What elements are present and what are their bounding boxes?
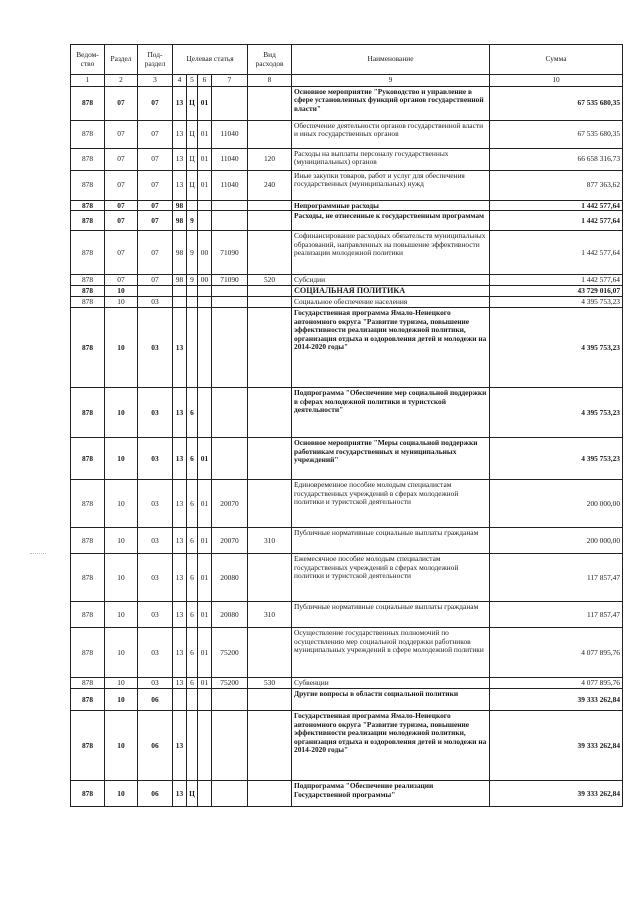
cell-target-2: 9 (187, 275, 198, 286)
cell-ved: 878 (71, 231, 105, 275)
cell-ved: 878 (71, 689, 105, 711)
cell-target-4 (212, 711, 248, 781)
col-num: 6 (198, 75, 212, 87)
cell-vid (248, 628, 292, 678)
cell-podrazdel: 07 (138, 171, 173, 201)
cell-target-1: 13 (173, 171, 187, 201)
cell-target-1: 13 (173, 628, 187, 678)
cell-target-3: 01 (198, 678, 212, 689)
cell-name: Расходы на выплаты персоналу государственных (муниципальных) органов (292, 149, 490, 171)
cell-target-1 (173, 297, 187, 308)
cell-name: Расходы, не отнесенные к государственным программам (292, 211, 490, 231)
cell-sum: 66 658 316,73 (490, 149, 623, 171)
col-num: 7 (212, 75, 248, 87)
cell-target-4 (212, 689, 248, 711)
cell-ved: 878 (71, 628, 105, 678)
cell-razdel: 10 (105, 286, 138, 297)
cell-ved: 878 (71, 388, 105, 438)
cell-target-1: 98 (173, 231, 187, 275)
cell-sum: 4 395 753,23 (490, 438, 623, 480)
table-row (71, 628, 623, 678)
table-row (71, 528, 623, 554)
cell-sum: 4 077 895,76 (490, 678, 623, 689)
cell-sum: 67 535 680,35 (490, 121, 623, 149)
cell-vid (248, 231, 292, 275)
cell-ved: 878 (71, 297, 105, 308)
table-row (71, 438, 623, 480)
cell-target-3 (198, 286, 212, 297)
cell-sum: 43 729 016,07 (490, 286, 623, 297)
col-num: 9 (292, 75, 490, 87)
cell-target-2: Ц (187, 149, 198, 171)
cell-target-2: 6 (187, 678, 198, 689)
cell-name: Подпрограмма "Обеспечение реализации Государственной программы" (292, 781, 490, 807)
cell-podrazdel: 03 (138, 554, 173, 602)
cell-name: Социальное обеспечение населения (292, 297, 490, 308)
cell-target-2 (187, 689, 198, 711)
cell-target-3 (198, 308, 212, 388)
cell-sum: 39 333 262,84 (490, 689, 623, 711)
header-vid: Вид расходов (248, 45, 292, 75)
cell-target-2: Ц (187, 171, 198, 201)
cell-target-4: 75200 (212, 678, 248, 689)
cell-podrazdel: 07 (138, 201, 173, 211)
cell-target-2: 6 (187, 528, 198, 554)
cell-ved: 878 (71, 286, 105, 297)
cell-ved: 878 (71, 275, 105, 286)
table-row (71, 678, 623, 689)
cell-name: СОЦИАЛЬНАЯ ПОЛИТИКА (292, 286, 490, 297)
table-row (71, 171, 623, 201)
cell-podrazdel: 03 (138, 480, 173, 528)
table-row (71, 275, 623, 286)
header-podrazdel: Под-раздел (138, 45, 173, 75)
cell-name: Основное мероприятие "Меры социальной поддержки работникам государственных и муниципальных учреждений" (292, 438, 490, 480)
cell-vid (248, 438, 292, 480)
table-row (71, 297, 623, 308)
cell-sum: 4 395 753,23 (490, 297, 623, 308)
cell-sum: 1 442 577,64 (490, 201, 623, 211)
cell-vid (248, 286, 292, 297)
cell-vid (248, 689, 292, 711)
table-row (71, 602, 623, 628)
cell-razdel: 07 (105, 201, 138, 211)
cell-target-1: 13 (173, 554, 187, 602)
cell-target-3 (198, 388, 212, 438)
header-razdel: Раздел (105, 45, 138, 75)
cell-vid (248, 480, 292, 528)
cell-target-1: 13 (173, 678, 187, 689)
table-row (71, 121, 623, 149)
cell-target-1: 13 (173, 528, 187, 554)
cell-sum: 39 333 262,84 (490, 711, 623, 781)
cell-ved: 878 (71, 781, 105, 807)
cell-target-4: 75200 (212, 628, 248, 678)
cell-target-2 (187, 201, 198, 211)
cell-target-3: 01 (198, 87, 212, 121)
cell-target-3: 01 (198, 480, 212, 528)
cell-target-4 (212, 201, 248, 211)
cell-ved: 878 (71, 528, 105, 554)
cell-podrazdel (138, 286, 173, 297)
cell-podrazdel: 07 (138, 211, 173, 231)
cell-target-3: 01 (198, 528, 212, 554)
cell-target-1: 13 (173, 438, 187, 480)
cell-ved: 878 (71, 121, 105, 149)
cell-razdel: 07 (105, 149, 138, 171)
cell-vid: 310 (248, 602, 292, 628)
cell-target-4: 11040 (212, 121, 248, 149)
cell-sum: 4 395 753,23 (490, 308, 623, 388)
cell-sum: 877 363,62 (490, 171, 623, 201)
cell-target-1 (173, 689, 187, 711)
cell-sum: 1 442 577,64 (490, 275, 623, 286)
table-row (71, 149, 623, 171)
cell-target-1: 98 (173, 211, 187, 231)
cell-target-4 (212, 297, 248, 308)
cell-target-3 (198, 211, 212, 231)
cell-target-4: 11040 (212, 149, 248, 171)
cell-target-4 (212, 211, 248, 231)
col-num: 4 (173, 75, 187, 87)
cell-sum: 4 077 895,76 (490, 628, 623, 678)
cell-target-1: 13 (173, 781, 187, 807)
cell-vid (248, 781, 292, 807)
cell-razdel: 10 (105, 711, 138, 781)
cell-target-1: 13 (173, 388, 187, 438)
cell-name: Иные закупки товаров, работ и услуг для обеспечения государственных (муниципальных) нужд (292, 171, 490, 201)
cell-target-3: 01 (198, 438, 212, 480)
cell-target-2 (187, 297, 198, 308)
col-num: 1 (71, 75, 105, 87)
cell-ved: 878 (71, 678, 105, 689)
cell-ved: 878 (71, 602, 105, 628)
cell-razdel: 10 (105, 689, 138, 711)
cell-target-2: 6 (187, 602, 198, 628)
table-row (71, 201, 623, 211)
col-num: 10 (490, 75, 623, 87)
cell-target-4 (212, 286, 248, 297)
cell-razdel: 10 (105, 781, 138, 807)
cell-target-3: 01 (198, 628, 212, 678)
cell-sum: 1 442 577,64 (490, 211, 623, 231)
cell-target-1: 13 (173, 480, 187, 528)
cell-podrazdel: 07 (138, 231, 173, 275)
cell-podrazdel: 06 (138, 781, 173, 807)
cell-name: Обеспечение деятельности органов государственной власти и иных государственных органов (292, 121, 490, 149)
cell-target-4: 20070 (212, 480, 248, 528)
cell-target-1: 13 (173, 87, 187, 121)
table-row (71, 554, 623, 602)
cell-podrazdel: 06 (138, 689, 173, 711)
cell-podrazdel: 03 (138, 528, 173, 554)
cell-name: Основное мероприятие "Руководство и управление в сфере установленных функций органов государственной власти" (292, 87, 490, 121)
cell-razdel: 07 (105, 171, 138, 201)
cell-target-3: 00 (198, 231, 212, 275)
cell-target-3: 01 (198, 602, 212, 628)
cell-target-4: 71090 (212, 231, 248, 275)
cell-podrazdel: 03 (138, 308, 173, 388)
header-target: Целевая статья (173, 45, 248, 75)
cell-target-1: 13 (173, 711, 187, 781)
cell-target-2: 6 (187, 628, 198, 678)
table-row (71, 211, 623, 231)
cell-sum: 117 857,47 (490, 602, 623, 628)
cell-target-3 (198, 781, 212, 807)
header-ved: Ведом-ство (71, 45, 105, 75)
cell-ved: 878 (71, 87, 105, 121)
cell-target-1 (173, 286, 187, 297)
cell-vid: 530 (248, 678, 292, 689)
cell-vid: 520 (248, 275, 292, 286)
cell-target-1: 13 (173, 602, 187, 628)
cell-vid (248, 711, 292, 781)
cell-vid: 310 (248, 528, 292, 554)
cell-name: Подпрограмма "Обеспечение мер социальной поддержки в сферах молодежной политики и туристской деятельности" (292, 388, 490, 438)
cell-vid (248, 201, 292, 211)
cell-razdel: 10 (105, 297, 138, 308)
cell-razdel: 07 (105, 121, 138, 149)
cell-podrazdel: 03 (138, 602, 173, 628)
cell-ved: 878 (71, 211, 105, 231)
cell-vid (248, 388, 292, 438)
table-row (71, 308, 623, 388)
cell-target-2: 6 (187, 388, 198, 438)
cell-podrazdel: 07 (138, 275, 173, 286)
cell-target-3: 01 (198, 121, 212, 149)
cell-vid (248, 87, 292, 121)
cell-name: Софинансирование расходных обязательств муниципальных образований, направленных на повышение эффективности реализации молодежной политики (292, 231, 490, 275)
cell-razdel: 10 (105, 480, 138, 528)
cell-target-4 (212, 308, 248, 388)
cell-podrazdel: 03 (138, 438, 173, 480)
cell-target-2: Ц (187, 87, 198, 121)
cell-target-3 (198, 297, 212, 308)
cell-razdel: 07 (105, 211, 138, 231)
cell-ved: 878 (71, 554, 105, 602)
cell-target-4 (212, 87, 248, 121)
cell-target-1: 98 (173, 201, 187, 211)
cell-ved: 878 (71, 308, 105, 388)
cell-target-1: 13 (173, 308, 187, 388)
cell-target-3: 00 (198, 275, 212, 286)
cell-podrazdel: 03 (138, 388, 173, 438)
table-row (71, 286, 623, 297)
cell-razdel: 07 (105, 275, 138, 286)
cell-target-4: 20080 (212, 602, 248, 628)
cell-name: Публичные нормативные социальные выплаты гражданам (292, 528, 490, 554)
cell-name: Другие вопросы в области социальной политики (292, 689, 490, 711)
cell-vid (248, 211, 292, 231)
cell-razdel: 10 (105, 602, 138, 628)
cell-target-3 (198, 689, 212, 711)
col-num: 5 (187, 75, 198, 87)
cell-target-2 (187, 711, 198, 781)
cell-name: Ежемесячное пособие молодым специалистам государственных учреждений в сферах молодежной политики и туристской деятельности (292, 554, 490, 602)
cell-razdel: 07 (105, 87, 138, 121)
table-row (71, 689, 623, 711)
cell-target-2: 6 (187, 480, 198, 528)
cell-target-2 (187, 308, 198, 388)
cell-name: Непрограммные расходы (292, 201, 490, 211)
cell-podrazdel: 03 (138, 297, 173, 308)
cell-target-3 (198, 711, 212, 781)
table-row (71, 87, 623, 121)
cell-sum: 67 535 680,35 (490, 87, 623, 121)
cell-razdel: 10 (105, 554, 138, 602)
cell-target-2: Ц (187, 121, 198, 149)
cell-target-2: 6 (187, 438, 198, 480)
cell-podrazdel: 03 (138, 628, 173, 678)
cell-name: Субвенции (292, 678, 490, 689)
cell-name: Публичные нормативные социальные выплаты гражданам (292, 602, 490, 628)
cell-sum: 4 395 753,23 (490, 388, 623, 438)
table-row (71, 231, 623, 275)
cell-razdel: 07 (105, 231, 138, 275)
cell-target-4 (212, 388, 248, 438)
cell-razdel: 10 (105, 438, 138, 480)
table-row (71, 388, 623, 438)
cell-sum: 39 333 262,84 (490, 781, 623, 807)
cell-razdel: 10 (105, 308, 138, 388)
cell-ved: 878 (71, 171, 105, 201)
cell-ved: 878 (71, 711, 105, 781)
cell-ved: 878 (71, 149, 105, 171)
cell-podrazdel: 07 (138, 149, 173, 171)
scan-mark (30, 553, 46, 555)
cell-vid: 120 (248, 149, 292, 171)
cell-podrazdel: 06 (138, 711, 173, 781)
cell-target-2: 9 (187, 211, 198, 231)
cell-target-3: 01 (198, 149, 212, 171)
cell-podrazdel: 07 (138, 121, 173, 149)
col-num: 8 (248, 75, 292, 87)
header-sum: Сумма (490, 45, 623, 75)
cell-target-3 (198, 201, 212, 211)
cell-target-2: 9 (187, 231, 198, 275)
cell-target-2 (187, 286, 198, 297)
cell-target-4 (212, 438, 248, 480)
cell-target-4: 20070 (212, 528, 248, 554)
cell-target-2: 6 (187, 554, 198, 602)
cell-sum: 117 857,47 (490, 554, 623, 602)
table-row (71, 711, 623, 781)
header-name: Наименование (292, 45, 490, 75)
cell-name: Государственная программа Ямало-Ненецкого автономного округа "Развитие туризма, повышение эффективности реализации молодежной политики, организация отдыха и оздоровления детей и молодежи на 2014-2020 годы" (292, 308, 490, 388)
cell-razdel: 10 (105, 628, 138, 678)
table-row (71, 480, 623, 528)
cell-podrazdel: 07 (138, 87, 173, 121)
cell-target-4: 71090 (212, 275, 248, 286)
col-num: 2 (105, 75, 138, 87)
cell-sum: 200 000,00 (490, 528, 623, 554)
cell-target-3: 01 (198, 554, 212, 602)
cell-ved: 878 (71, 201, 105, 211)
col-num: 3 (138, 75, 173, 87)
cell-target-4: 11040 (212, 171, 248, 201)
cell-target-1: 98 (173, 275, 187, 286)
cell-target-4: 20080 (212, 554, 248, 602)
cell-vid (248, 308, 292, 388)
cell-podrazdel: 03 (138, 678, 173, 689)
budget-table (70, 44, 623, 807)
cell-ved: 878 (71, 480, 105, 528)
cell-target-1: 13 (173, 121, 187, 149)
cell-sum: 200 000,00 (490, 480, 623, 528)
cell-razdel: 10 (105, 528, 138, 554)
cell-razdel: 10 (105, 388, 138, 438)
table-row (71, 781, 623, 807)
cell-target-4 (212, 781, 248, 807)
cell-name: Осуществление государственных полномочий по осуществлению мер социальной поддержки работников муниципальных учреждений в сфере молодежной политики (292, 628, 490, 678)
cell-name: Субсидии (292, 275, 490, 286)
cell-razdel: 10 (105, 678, 138, 689)
cell-vid (248, 297, 292, 308)
column-number-row (71, 75, 623, 87)
cell-vid (248, 554, 292, 602)
cell-vid (248, 121, 292, 149)
cell-name: Единовременное пособие молодым специалистам государственных учреждений в сферах молодежной политики и туристской деятельности (292, 480, 490, 528)
cell-target-2: Ц (187, 781, 198, 807)
header-row (71, 45, 623, 75)
cell-target-3: 01 (198, 171, 212, 201)
cell-name: Государственная программа Ямало-Ненецкого автономного округа "Развитие туризма, повышение эффективности реализации молодежной политики, организация отдыха и оздоровления детей и молодежи на 2014-2020 годы" (292, 711, 490, 781)
cell-ved: 878 (71, 438, 105, 480)
cell-target-1: 13 (173, 149, 187, 171)
cell-vid: 240 (248, 171, 292, 201)
cell-sum: 1 442 577,64 (490, 231, 623, 275)
